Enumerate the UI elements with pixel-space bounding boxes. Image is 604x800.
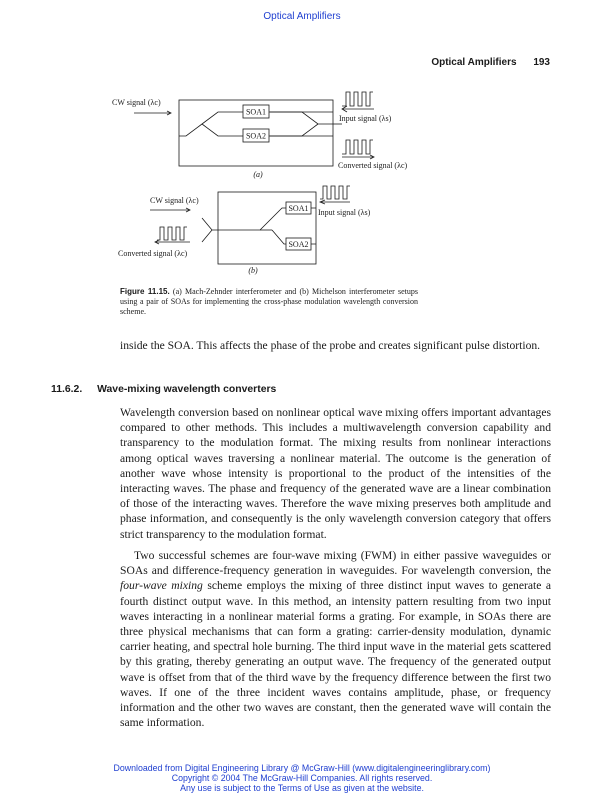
footer <box>0 763 604 793</box>
footer-line-3: Any use is subject to the Terms of Use as given at the website. <box>180 783 424 793</box>
converted-label-a: Converted signal (λc) <box>338 161 408 170</box>
mi-cw-in <box>202 218 218 230</box>
top-banner: Optical Amplifiers <box>263 11 341 22</box>
soa2-label-b: SOA2 <box>288 240 309 249</box>
paragraph-2-emphasis: four-wave mixing <box>120 579 203 593</box>
input-label-b: Input signal (λs) <box>318 208 371 217</box>
figure-caption-text: (a) Mach-Zehnder interferometer and (b) Michelson interferometer setups using a pair of SOAs for implementing the cross-phase modulation wavelength conversion scheme. <box>120 287 418 316</box>
page-number: 193 <box>533 57 550 68</box>
section-number: 11.6.2. <box>51 384 83 395</box>
cw-label-a: CW signal (λc) <box>112 98 161 107</box>
soa2-label-a: SOA2 <box>245 131 267 141</box>
figure-caption-label: Figure 11.15. <box>120 287 170 296</box>
panel-label-b: (b) <box>248 266 258 275</box>
mz-upper-arm-exit <box>270 112 333 124</box>
converted-pulse-train-b <box>157 227 187 240</box>
mz-lower-arm-exit <box>270 124 318 136</box>
converted-pulse-train-a <box>342 140 373 154</box>
paragraph-2 <box>120 548 551 730</box>
figure-11-15 <box>112 84 430 284</box>
input-pulse-train-b <box>320 186 350 199</box>
section-heading <box>51 384 276 395</box>
cw-label-b: CW signal (λc) <box>150 196 199 205</box>
paragraph-2-end: scheme employs the mixing of three distinct input waves to generate a fourth distinct output wave. In this method, an intensity pattern resulting from two input waves interacting in a nonlinear material forms a grating. For example, in SOAs there are three physical mechanisms that can form a grating: carrier-density modulation, dynamic carrier heating, and spectral hole burning. The third input wave in the material gets scattered by this grating, thereby generating an output wave. The frequency of the generated output wave is offset from that of the third wave by the frequency difference between the first two waves. If one of the three incident waves contains amplitude, phase, or frequency information and the other two waves are constant, then the generated wave will contain the same information. <box>120 579 551 730</box>
section-title: Wave-mixing wavelength converters <box>97 384 277 395</box>
input-pulse-train-a <box>342 92 373 106</box>
panel-label-a: (a) <box>253 170 263 179</box>
figure-caption <box>120 287 418 317</box>
footer-line-2: Copyright © 2004 The McGraw-Hill Companies. All rights reserved. <box>171 773 433 783</box>
soa1-label-b: SOA1 <box>288 204 309 213</box>
converted-label-b: Converted signal (λc) <box>118 249 188 258</box>
input-label-a: Input signal (λs) <box>339 114 392 123</box>
continuation-paragraph: inside the SOA. This affects the phase of the probe and creates significant pulse distortion. <box>120 339 541 352</box>
running-title: Optical Amplifiers <box>431 57 517 68</box>
footer-line-1: Downloaded from Digital Engineering Library @ McGraw-Hill (www.digitalengineeringlibrary.com) <box>113 763 491 773</box>
figure-diagram <box>112 84 430 284</box>
running-head <box>431 57 550 68</box>
mi-converted-out <box>202 230 212 242</box>
paragraph-2-start: Two successful schemes are four-wave mixing (FWM) in either passive waveguides or SOAs and difference-frequency generation in waveguides. For wavelength conversion, the <box>120 549 551 578</box>
soa1-label-a: SOA1 <box>245 107 267 117</box>
paragraph-1: Wavelength conversion based on nonlinear optical wave mixing offers important advantages compared to other methods. This includes a multiwavelength conversion capability and transparency to the modulation format. The mixing results from nonlinear interactions among optical waves traversing a nonlinear material. The outcome is the generation of another wave whose intensity is proportional to the product of the intensities of the interacting waves. The phase and frequency of the generated wave are a linear combination of those of the interacting waves. Therefore the wave mixing preserves both amplitude and phase information, and consequently is the only wavelength conversion category that offers strict transparency to the modulation format. <box>120 406 551 541</box>
